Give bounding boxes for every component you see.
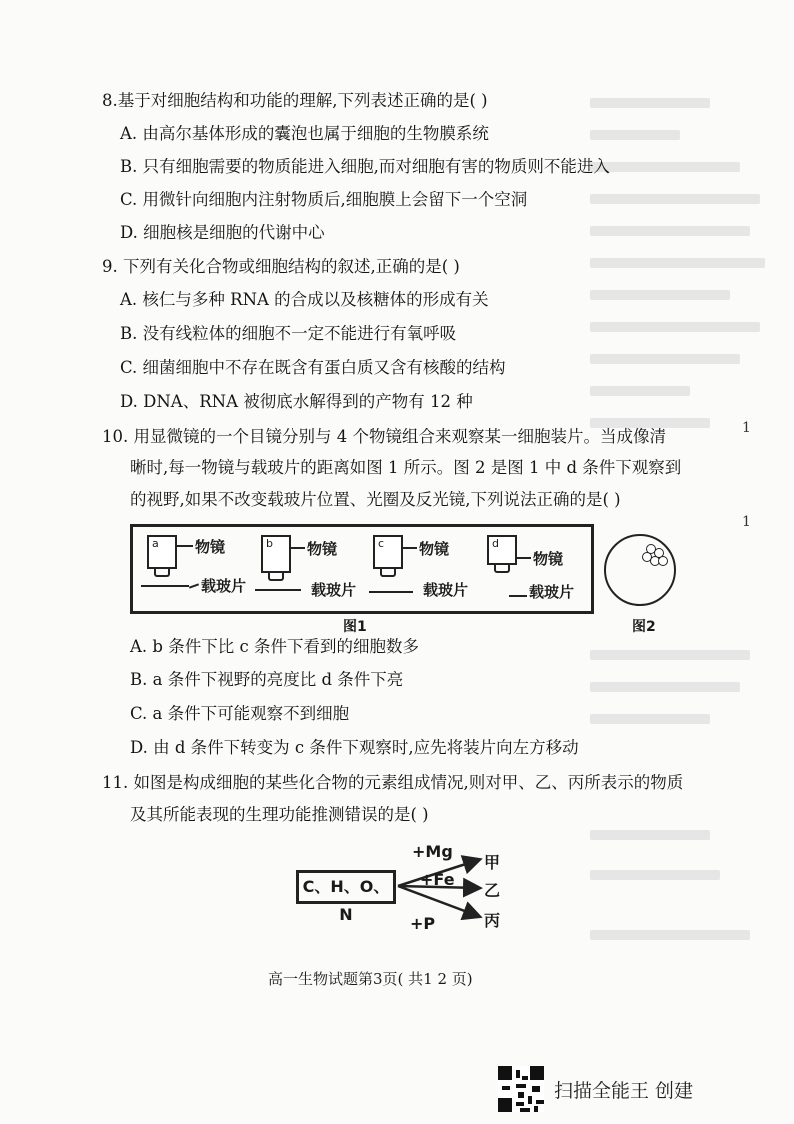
q9-stem: 9. 下列有关化合物或细胞结构的叙述,正确的是( ) — [102, 257, 460, 276]
slide-line — [141, 585, 189, 587]
objective-label: 物镜 — [533, 550, 564, 568]
objective-lens-tip — [154, 569, 170, 577]
objective-letter: b — [266, 537, 273, 550]
q10-option-c: C. a 条件下可能观察不到细胞 — [130, 704, 350, 723]
q10-option-b: B. a 条件下视野的亮度比 d 条件下亮 — [130, 670, 404, 689]
objective-letter: a — [152, 537, 159, 550]
figure1-caption: 图1 — [343, 619, 367, 635]
q10-option-a: A. b 条件下比 c 条件下看到的细胞数多 — [130, 637, 419, 656]
objective-barrel — [261, 535, 291, 573]
pointer-line — [517, 557, 531, 559]
figure2-field-of-view — [604, 534, 676, 606]
pointer-line — [177, 545, 193, 547]
edge-mark-1: 1 — [742, 420, 751, 436]
figure2-caption: 图2 — [632, 619, 656, 635]
product-bing: 丙 — [484, 911, 501, 930]
page-footer: 高一生物试题第3页( 共1 2 页) — [268, 970, 473, 988]
q9-option-a: A. 核仁与多种 RNA 的合成以及核糖体的形成有关 — [120, 290, 489, 309]
q8-option-a: A. 由高尔基体形成的囊泡也属于细胞的生物膜系统 — [120, 124, 489, 143]
objective-label: 物镜 — [195, 538, 226, 556]
q11-stem-line2: 及其所能表现的生理功能推测错误的是( ) — [130, 805, 429, 824]
objective-barrel — [373, 535, 403, 569]
arrow-to-bing — [398, 886, 478, 916]
edge-mark-2: 1 — [742, 514, 751, 530]
cell — [658, 556, 668, 566]
slide-line — [369, 591, 413, 593]
q9-option-c: C. 细菌细胞中不存在既含有蛋白质又含有核酸的结构 — [120, 358, 506, 377]
objective-label: 物镜 — [419, 540, 450, 558]
qr-code-icon — [498, 1066, 544, 1112]
pointer-line — [403, 547, 417, 549]
add-fe-label: +Fe — [420, 870, 455, 889]
element-base-box: C、H、O、N — [296, 870, 396, 904]
slide-label: 载玻片 — [529, 583, 575, 601]
objective-barrel — [147, 535, 177, 569]
q9-option-b: B. 没有线粒体的细胞不一定不能进行有氧呼吸 — [120, 324, 457, 343]
add-p-label: +P — [410, 914, 436, 933]
q10-option-d: D. 由 d 条件下转变为 c 条件下观察时,应先将装片向左方移动 — [130, 738, 579, 757]
figure1-microscope-objectives — [130, 524, 594, 614]
objective-label: 物镜 — [307, 540, 338, 558]
slide-line — [509, 595, 527, 597]
q10-stem-line1: 10. 用显微镜的一个目镜分别与 4 个物镜组合来观察某一细胞装片。当成像清 — [102, 427, 666, 446]
objective-letter: d — [492, 537, 499, 550]
scanner-watermark: 扫描全能王 创建 — [554, 1080, 694, 1102]
q8-option-b: B. 只有细胞需要的物质能进入细胞,而对细胞有害的物质则不能进入 — [120, 157, 610, 176]
q10-stem-line3: 的视野,如果不改变载玻片位置、光圈及反光镜,下列说法正确的是( ) — [130, 490, 621, 509]
q11-stem-line1: 11. 如图是构成细胞的某些化合物的元素组成情况,则对甲、乙、丙所表示的物质 — [102, 773, 684, 792]
slide-label: 载玻片 — [423, 581, 469, 599]
objective-lens-tip — [380, 569, 396, 577]
q8-option-c: C. 用微针向细胞内注射物质后,细胞膜上会留下一个空洞 — [120, 190, 528, 209]
objective-lens-tip — [268, 573, 284, 581]
q9-option-d: D. DNA、RNA 被彻底水解得到的产物有 12 种 — [120, 392, 473, 411]
product-yi: 乙 — [484, 881, 501, 900]
slide-label: 载玻片 — [201, 577, 247, 595]
pointer-line — [291, 547, 305, 549]
pointer-line — [189, 583, 199, 588]
add-mg-label: +Mg — [412, 842, 453, 861]
q8-stem: 8.基于对细胞结构和功能的理解,下列表述正确的是( ) — [102, 91, 488, 110]
objective-lens-tip — [494, 565, 510, 573]
objective-barrel — [487, 535, 517, 565]
q8-option-d: D. 细胞核是细胞的代谢中心 — [120, 223, 325, 242]
product-jia: 甲 — [484, 853, 501, 872]
objective-letter: c — [378, 537, 385, 550]
q10-stem-line2: 晰时,每一物镜与载玻片的距离如图 1 所示。图 2 是图 1 中 d 条件下观察到 — [130, 458, 682, 477]
slide-line — [255, 589, 301, 591]
slide-label: 载玻片 — [311, 581, 357, 599]
